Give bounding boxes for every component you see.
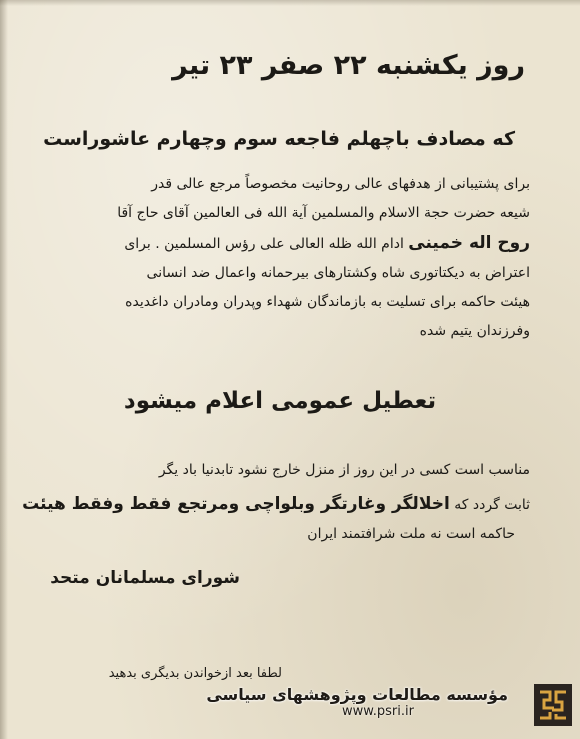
psri-logo-icon	[534, 684, 572, 726]
paper-top-shadow	[0, 0, 580, 6]
date-heading: روز یکشنبه ۲۲ صفر ۲۳ تیر	[172, 50, 525, 81]
footer-note: لطفا بعد ازخواندن بدیگری بدهید	[108, 666, 282, 681]
paragraph1-line3-rest: ادام الله ظله العالی علی رؤس المسلمین . برای	[124, 236, 409, 252]
watermark-institute-name: مؤسسه مطالعات وپژوهشهای سیاسی	[206, 685, 508, 704]
paragraph2-line2	[22, 494, 530, 514]
subheading: که مصادف باچهلم فاجعه سوم وچهارم عاشوراست	[43, 128, 515, 150]
paragraph1-line1: برای پشتیبانی از هدفهای عالی روحانیت مخصوصاً مرجع عالی قدر	[151, 176, 530, 192]
paragraph2-line2-lead: ثابت گردد که	[449, 497, 530, 513]
announcement-heading: تعطیل عمومی اعلام میشود	[123, 388, 437, 414]
paragraph1-line2: شیعه حضرت حجة الاسلام والمسلمین آیة الله فی العالمین آقای حاج آقا	[117, 205, 530, 221]
paragraph1-line5: هیئت حاکمه برای تسلیت به بازماندگان شهداء وپدران ومادران داغدیده	[125, 294, 530, 310]
watermark	[206, 685, 508, 719]
paragraph1-line4: اعتراض به دیکتاتوری شاه وکشتارهای بیرحمانه واعمال ضد انسانی	[146, 265, 530, 281]
signature: شورای مسلمانان متحد	[50, 568, 240, 588]
paper-edge-shadow	[0, 0, 8, 739]
paragraph2-line1: مناسب است کسی در این روز از منزل خارج نشود تابدنیا باد یگر	[158, 462, 530, 478]
watermark-url: www.psri.ir	[342, 704, 414, 719]
paragraph2-line3: حاکمه است نه ملت شرافتمند ایران	[307, 526, 515, 542]
paragraph2-line2-bold: اخلالگر وغارتگر وبلواچی ومرتجع فقط وفقط هیئت	[22, 494, 450, 514]
ayatollah-name: روح اله خمینی	[408, 233, 530, 253]
paragraph1-line6: وفرزندان یتیم شده	[419, 323, 530, 339]
paragraph1-line3	[30, 233, 530, 253]
